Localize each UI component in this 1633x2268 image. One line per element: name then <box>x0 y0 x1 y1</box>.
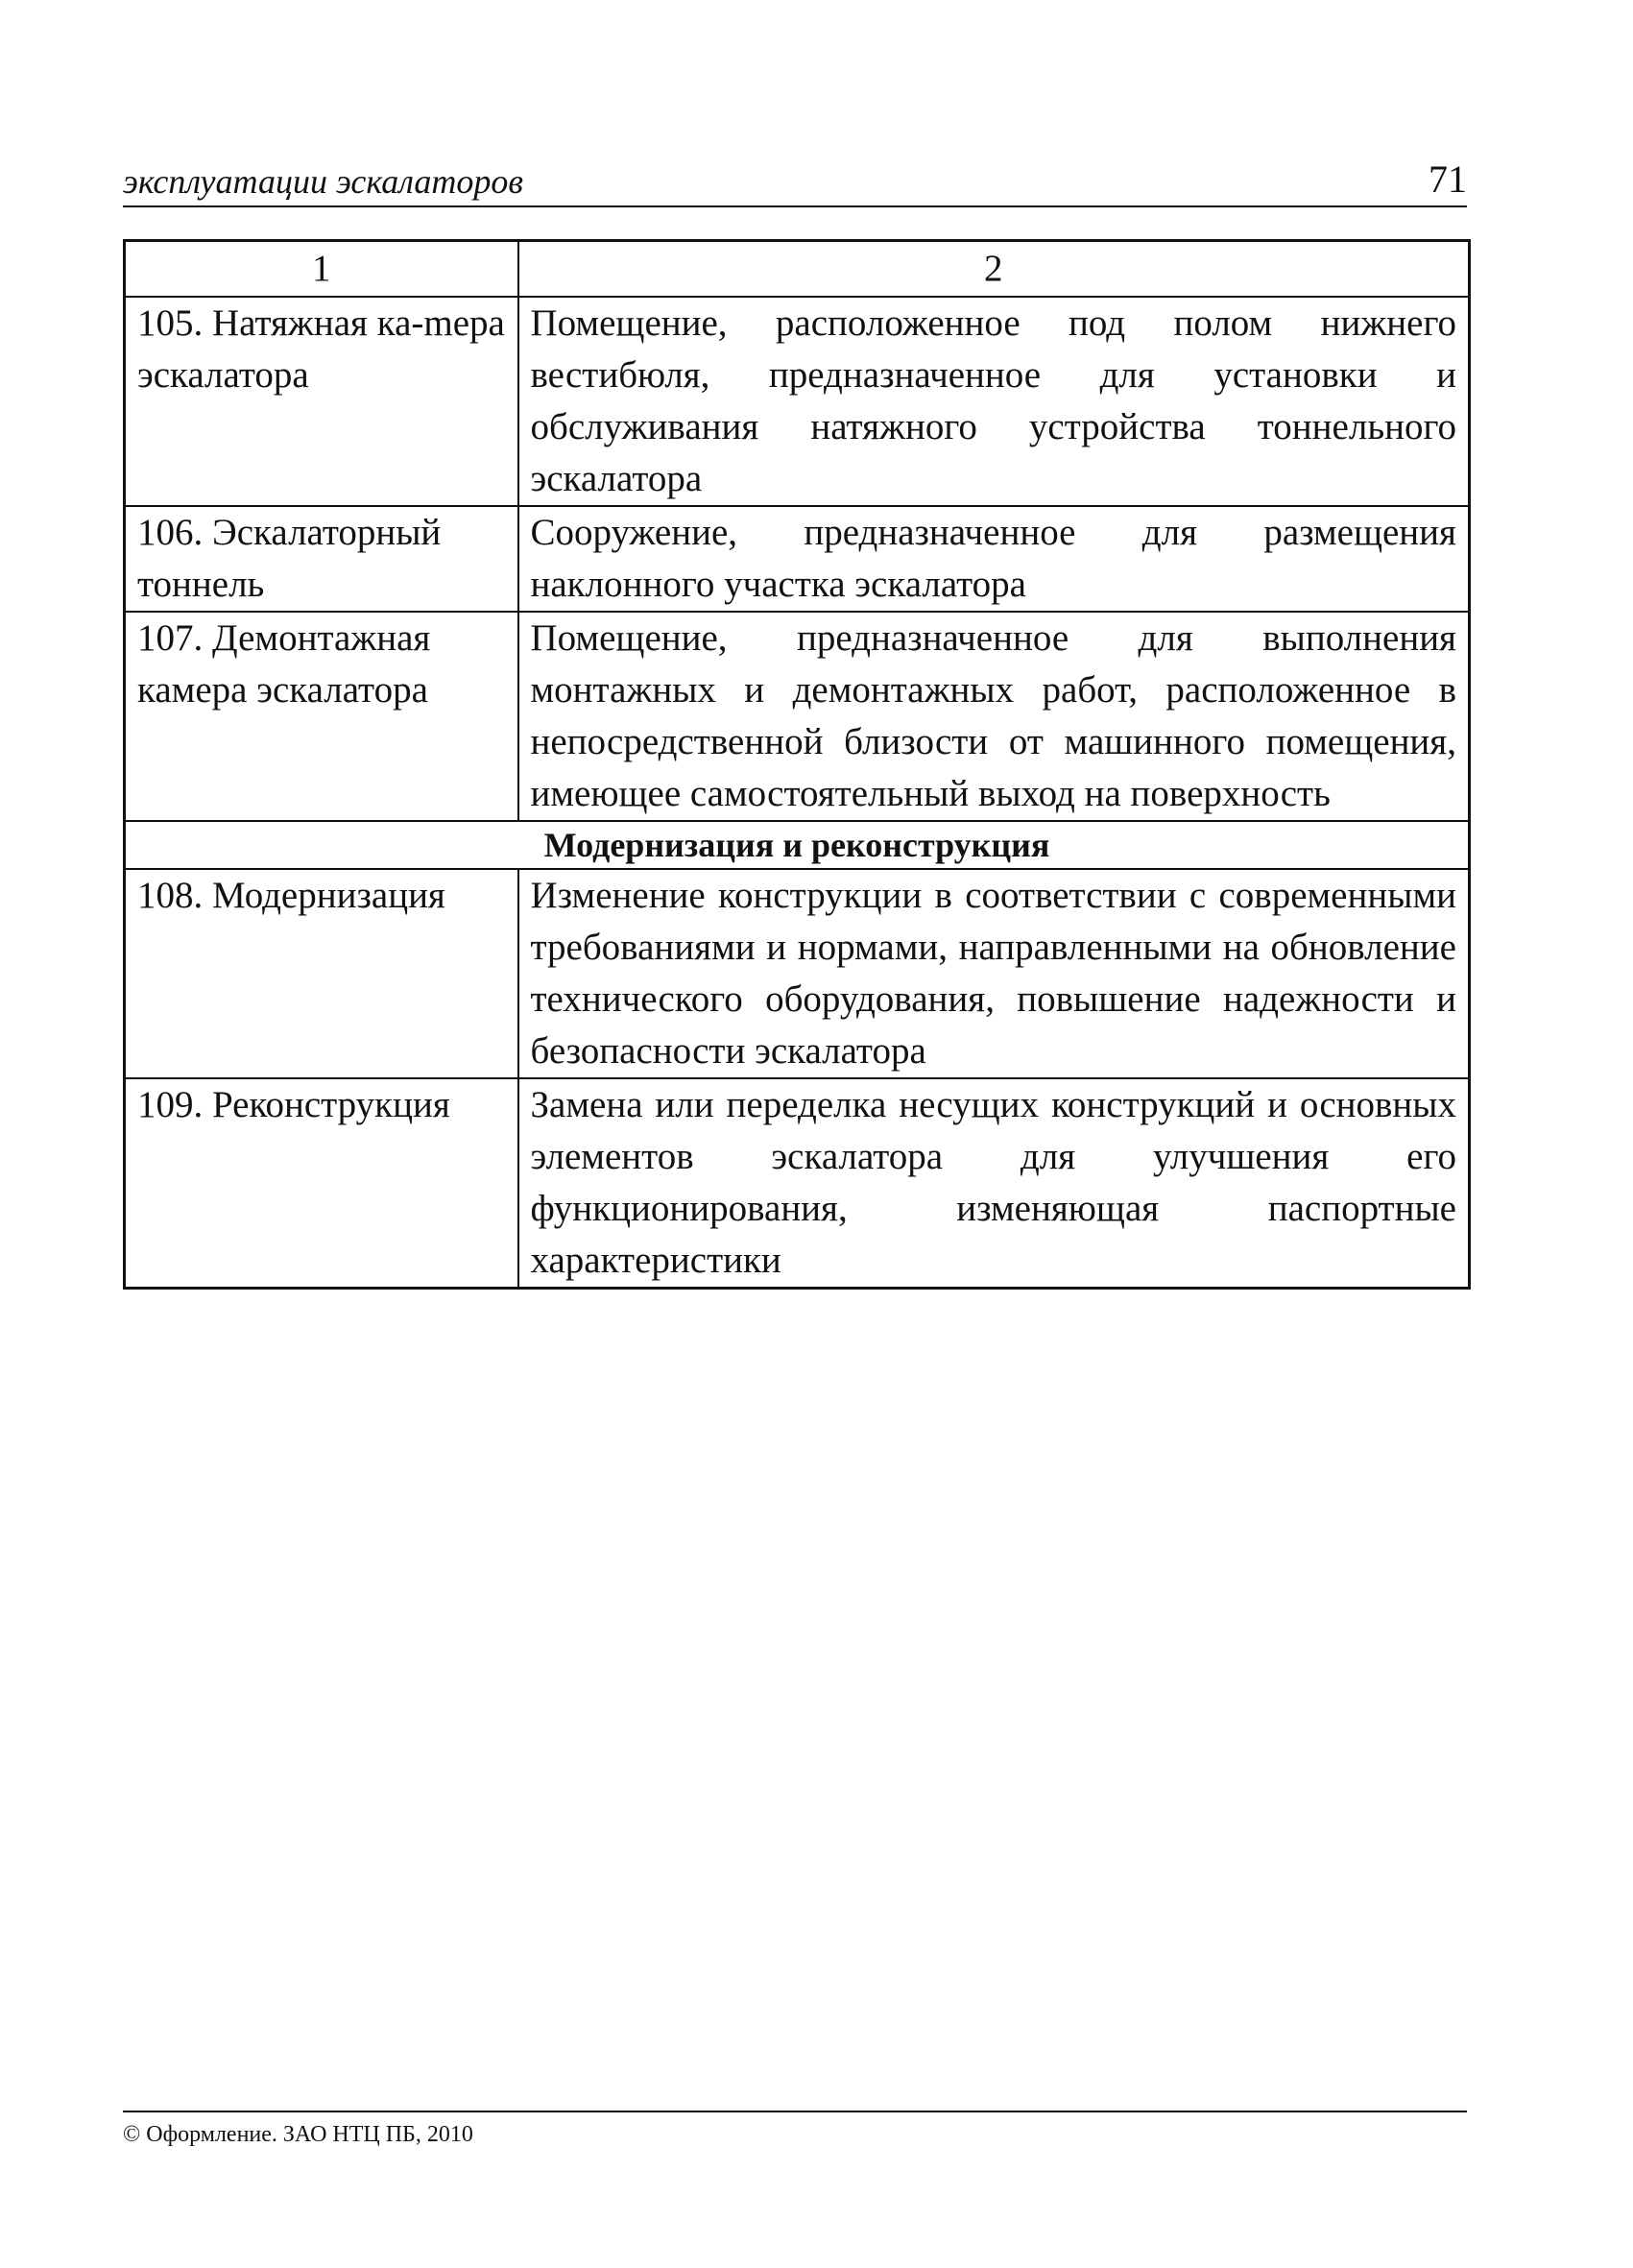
running-header <box>123 157 1467 207</box>
column-header-2: 2 <box>518 241 1470 298</box>
definition-cell: Замена или переделка несущих конструкций и основных элементов эскалатора для улучшения его функционирования, изменяющая паспортные характеристики <box>518 1078 1470 1289</box>
table-header-row <box>125 241 1470 298</box>
definition-cell: Помещение, предназначенное для выполнения монтажных и демонтажных работ, расположенное в непосредственной близости от машинного помещения, имеющее самостоятельный выход на поверхность <box>518 612 1470 821</box>
definition-cell: Сооружение, предназначенное для размещения наклонного участка эскалатора <box>518 506 1470 612</box>
term-cell: 106. Эскалаторный тоннель <box>125 506 518 612</box>
term-cell: 109. Реконструкция <box>125 1078 518 1289</box>
column-header-1: 1 <box>125 241 518 298</box>
copyright-footer: © Оформление. ЗАО НТЦ ПБ, 2010 <box>123 2122 473 2147</box>
terms-table <box>123 239 1471 1290</box>
page-number: 71 <box>1429 157 1467 201</box>
table-row <box>125 612 1470 821</box>
running-title: эксплуатации эскалаторов <box>123 162 524 201</box>
definition-cell: Изменение конструкции в соответствии с современными требованиями и нормами, направленными на обновление технического оборудования, повышение надежности и безопасности эскалатора <box>518 869 1470 1078</box>
table-row <box>125 297 1470 506</box>
section-heading: Модернизация и реконструкция <box>125 821 1470 869</box>
term-cell: 107. Демонтажная камера эскалатора <box>125 612 518 821</box>
table-row <box>125 506 1470 612</box>
section-heading-row <box>125 821 1470 869</box>
table-row <box>125 869 1470 1078</box>
footer-divider <box>123 2111 1467 2112</box>
definition-cell: Помещение, расположенное под полом нижнего вестибюля, предназначенное для установки и обслуживания натяжного устройства тоннельного эскалатора <box>518 297 1470 506</box>
term-cell: 105. Натяжная ка-mера эскалатора <box>125 297 518 506</box>
term-cell: 108. Модернизация <box>125 869 518 1078</box>
table-row <box>125 1078 1470 1289</box>
